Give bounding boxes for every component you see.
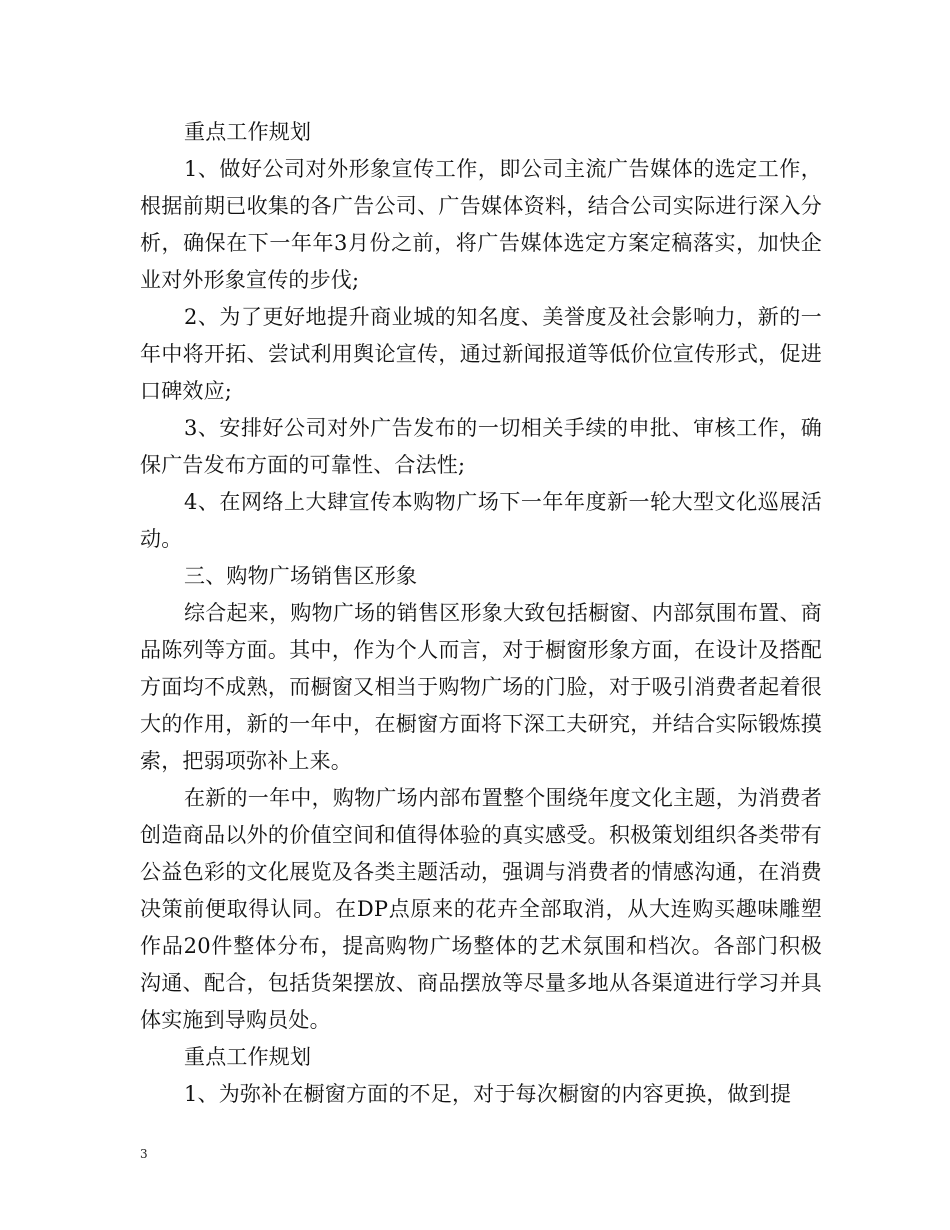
paragraph: 1、做好公司对外形象宣传工作，即公司主流广告媒体的选定工作，根据前期已收集的各广告公司、广告媒体资料，结合公司实际进行深入分析，确保在下一年年3月份之前，将广告媒体选定方案定稿落实，加快企业对外形象宣传的步伐;	[140, 157, 822, 292]
section-heading: 重点工作规划	[184, 120, 312, 144]
paragraph: 综合起来，购物广场的销售区形象大致包括橱窗、内部氛围布置、商品陈列等方面。其中，作为个人而言，对于橱窗形象方面，在设计及搭配方面均不成熟，而橱窗又相当于购物广场的门脸，对于吸引消费者起着很大的作用，新的一年中，在橱窗方面将下深工夫研究，并结合实际锻炼摸索，把弱项弥补上来。	[140, 601, 822, 773]
paragraph: 在新的一年中，购物广场内部布置整个围绕年度文化主题，为消费者创造商品以外的价值空间和值得体验的真实感受。积极策划组织各类带有公益色彩的文化展览及各类主题活动，强调与消费者的情感沟通，在消费决策前便取得认同。在DP点原来的花卉全部取消，从大连购买趣味雕塑作品20件整体分布，提高购物广场整体的艺术氛围和档次。各部门积极沟通、配合，包括货架摆放、商品摆放等尽量多地从各渠道进行学习并具体实施到导购员处。	[140, 786, 822, 1032]
section-heading: 重点工作规划	[184, 1045, 312, 1069]
page-number: 3	[140, 1147, 148, 1161]
document-body	[140, 114, 822, 1113]
paragraph: 1、为弥补在橱窗方面的不足，对于每次橱窗的内容更换，做到提	[184, 1082, 792, 1106]
paragraph: 4、在网络上大肆宣传本购物广场下一年年度新一轮大型文化巡展活动。	[140, 490, 822, 551]
section-heading: 三、购物广场销售区形象	[184, 564, 418, 588]
paragraph: 2、为了更好地提升商业城的知名度、美誉度及社会影响力，新的一年中将开拓、尝试利用舆论宣传，通过新闻报道等低价位宣传形式，促进口碑效应;	[140, 305, 822, 403]
paragraph: 3、安排好公司对外广告发布的一切相关手续的申批、审核工作，确保广告发布方面的可靠性、合法性;	[140, 416, 822, 477]
